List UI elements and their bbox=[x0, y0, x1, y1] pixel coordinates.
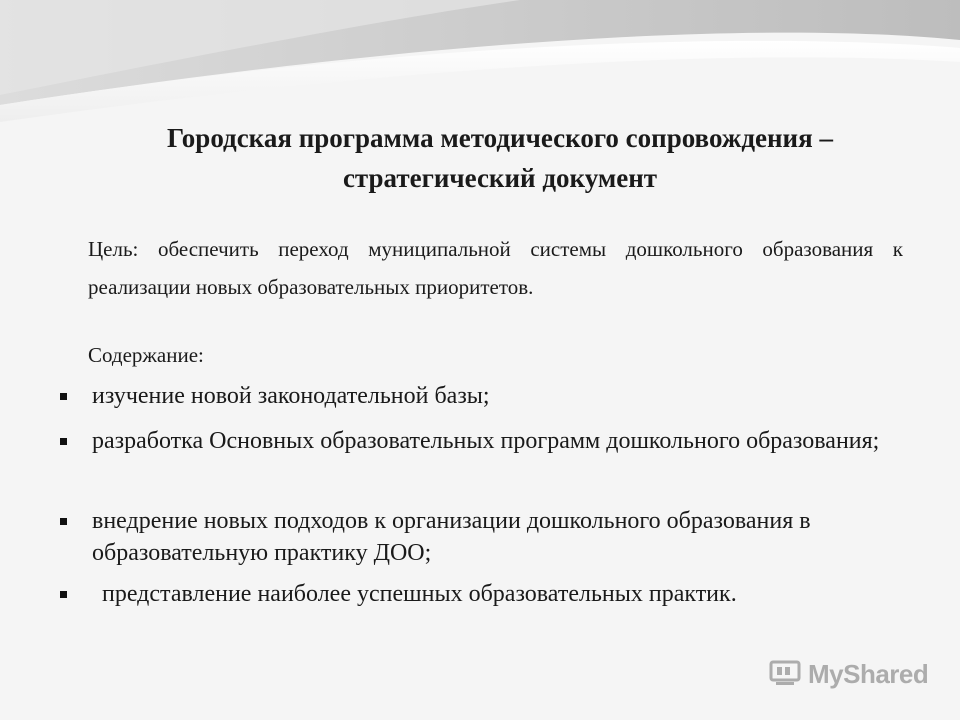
goal-text: Цель: обеспечить переход муниципальной системы дошкольного образования к реализации новых образовательных приоритетов. bbox=[88, 237, 903, 299]
list-item-text: представление наиболее успешных образовательных практик. bbox=[102, 581, 737, 607]
watermark bbox=[768, 656, 928, 692]
myshared-logo-icon bbox=[768, 659, 802, 689]
watermark-brand: MyShared bbox=[808, 658, 929, 689]
title-line-2: стратегический документ bbox=[342, 163, 658, 193]
square-bullet-icon bbox=[60, 438, 67, 445]
square-bullet-icon bbox=[60, 393, 67, 400]
list-item-text: внедрение новых подходов к организации дошкольного образования в образовательную практику ДОО; bbox=[92, 508, 811, 566]
list-item-text: разработка Основных образовательных программ дошкольного образования; bbox=[92, 428, 880, 454]
square-bullet-icon bbox=[60, 591, 67, 598]
slide-title bbox=[60, 118, 940, 198]
square-bullet-icon bbox=[60, 518, 67, 525]
title-line-1: Городская программа методического сопровождения – bbox=[167, 123, 833, 153]
decorative-swoosh bbox=[0, 0, 960, 130]
content-label: Содержание: bbox=[88, 343, 204, 367]
list-item-text: изучение новой законодательной базы; bbox=[92, 383, 490, 409]
